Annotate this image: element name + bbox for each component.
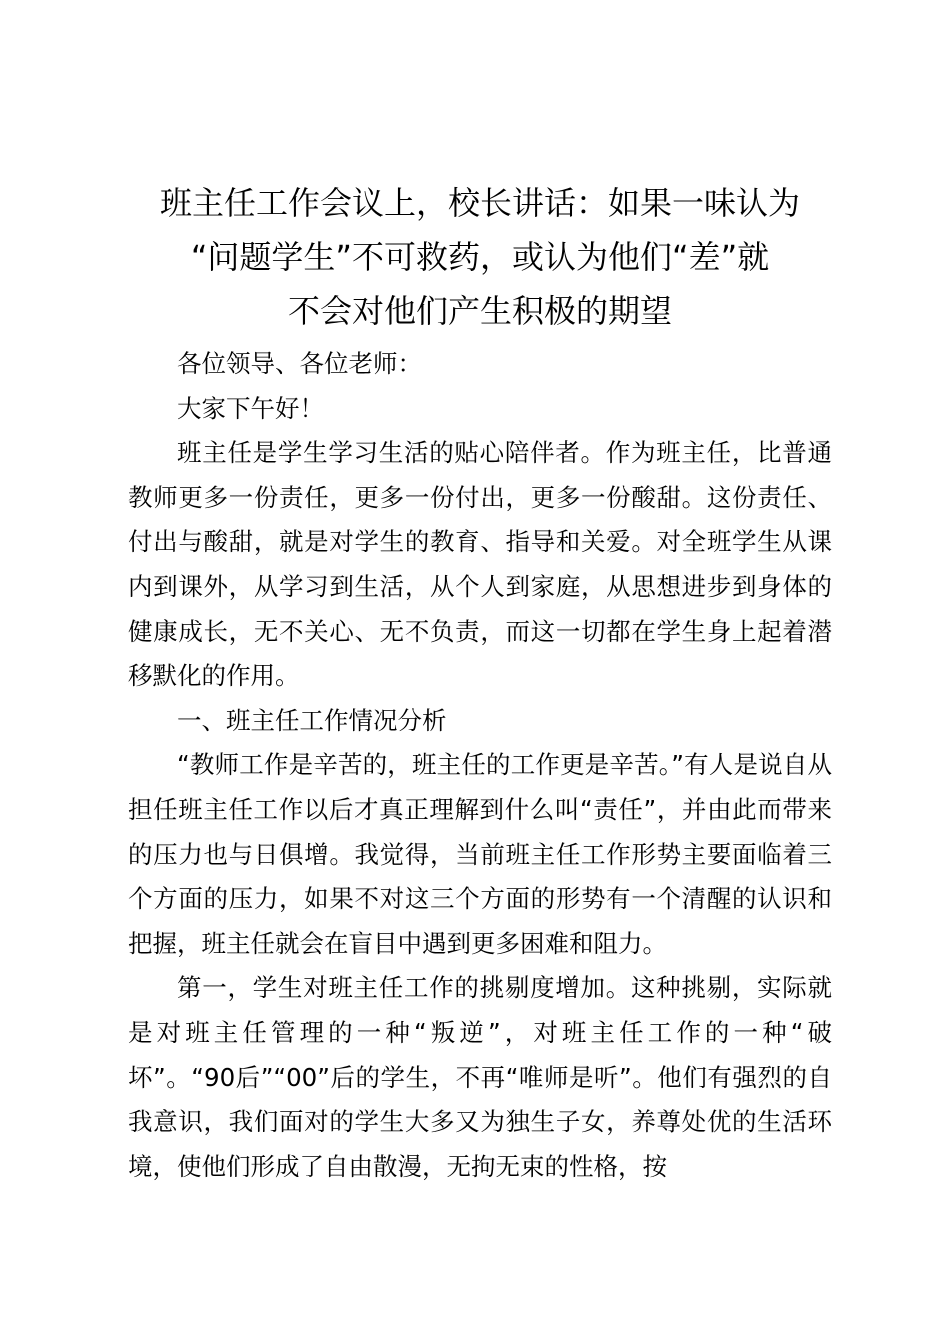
body-paragraph-intro: 班主任是学生学习生活的贴心陪伴者。作为班主任，比普通教师更多一份责任，更多一份付出，更多一份酸甜。这份责任、付出与酸甜，就是对学生的教育、指导和关爱。对全班学生从课内到课外，从学习到生活，从个人到家庭，从思想进步到身体的健康成长，无不关心、无不负责，而这一切都在学生身上起着潜移默化的作用。 [128,438,832,691]
title-line-1: 班主任工作会议上，校长讲话：如果一味认为 [159,184,800,222]
body-paragraph-analysis: “教师工作是辛苦的，班主任的工作更是辛苦。”有人是说自从担任班主任工作以后才真正理解到什么叫“责任”，并由此而带来的压力也与日俱增。我觉得，当前班主任工作形势主要面临着三个方面的压力，如果不对这三个方面的形势有一个清醒的认识和把握，班主任就会在盲目中遇到更多困难和阻力。 [128,750,832,958]
title-line-3: 不会对他们产生积极的期望 [287,292,672,330]
body-paragraph-first-point: 第一，学生对班主任工作的挑剔度增加。这种挑剔，实际就是对班主任管理的一种“叛逆”，对班主任工作的一种“破坏”。“90后”“00”后的学生，不再“唯师是听”。他们有强烈的自我意识，我们面对的学生大多又为独生子女，养尊处优的生活环境，使他们形成了自由散漫，无拘无束的性格，按 [128,973,832,1181]
title-line-2: “问题学生”不可救药，或认为他们“差”就 [190,238,770,276]
document-title [128,176,832,338]
salutation: 各位领导、各位老师： [177,349,422,378]
section-heading-1: 一、班主任工作情况分析 [177,705,447,735]
document-page [128,176,832,1189]
greeting: 大家下午好！ [177,393,324,423]
